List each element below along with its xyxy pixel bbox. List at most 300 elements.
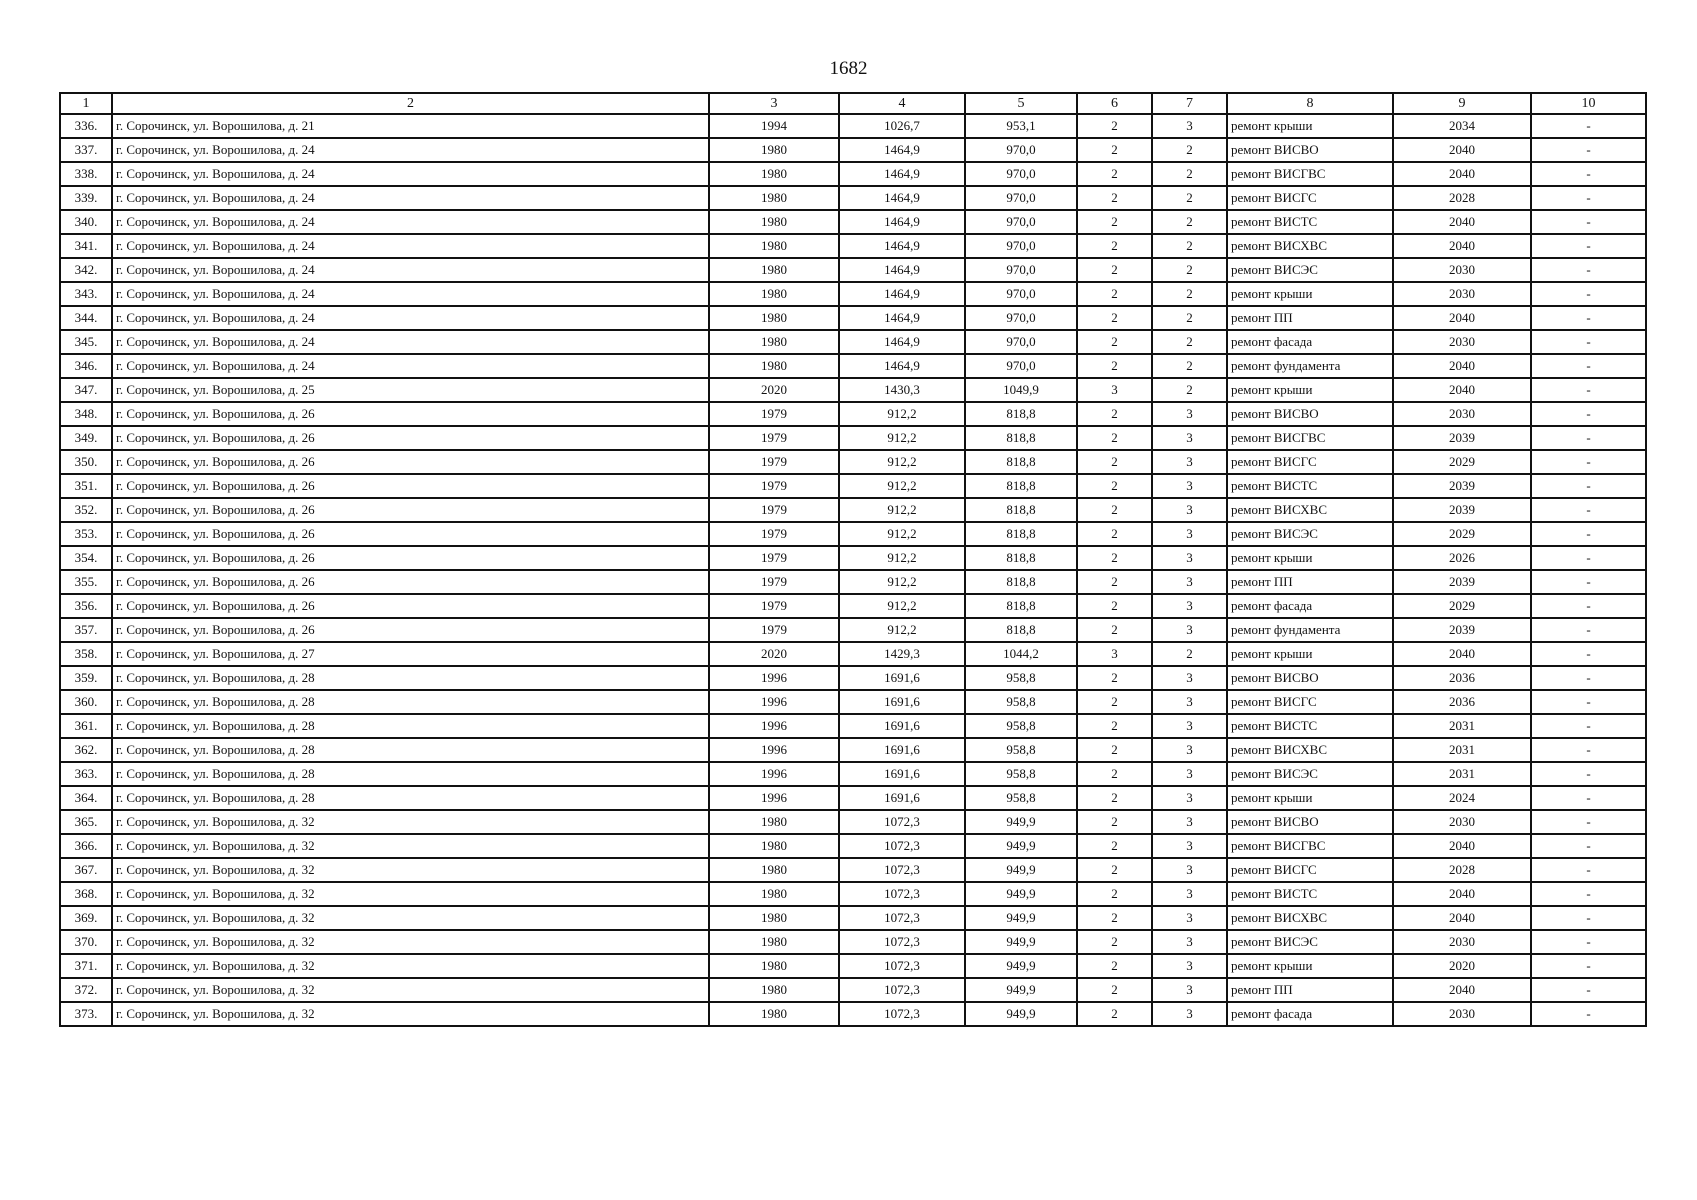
col7-cell: 3 xyxy=(1152,618,1227,642)
col10-cell: - xyxy=(1531,690,1646,714)
living-area-cell: 970,0 xyxy=(965,138,1077,162)
col6-cell: 3 xyxy=(1077,378,1152,402)
col10-cell: - xyxy=(1531,570,1646,594)
address-cell: г. Сорочинск, ул. Ворошилова, д. 26 xyxy=(112,450,709,474)
col7-cell: 2 xyxy=(1152,186,1227,210)
total-area-cell: 1464,9 xyxy=(839,234,965,258)
total-area-cell: 1464,9 xyxy=(839,282,965,306)
total-area-cell: 1072,3 xyxy=(839,1002,965,1026)
row-number-cell: 345. xyxy=(60,330,112,354)
column-header: 2 xyxy=(112,93,709,114)
living-area-cell: 818,8 xyxy=(965,546,1077,570)
total-area-cell: 1691,6 xyxy=(839,666,965,690)
page-number: 1682 xyxy=(829,58,868,79)
column-header: 7 xyxy=(1152,93,1227,114)
col10-cell: - xyxy=(1531,306,1646,330)
planned-year-cell: 2039 xyxy=(1393,618,1531,642)
year-cell: 1996 xyxy=(709,762,839,786)
table-row xyxy=(60,186,1646,210)
planned-year-cell: 2028 xyxy=(1393,858,1531,882)
col10-cell: - xyxy=(1531,330,1646,354)
total-area-cell: 1691,6 xyxy=(839,762,965,786)
table-row xyxy=(60,810,1646,834)
row-number-cell: 340. xyxy=(60,210,112,234)
col6-cell: 2 xyxy=(1077,186,1152,210)
col10-cell: - xyxy=(1531,738,1646,762)
col6-cell: 2 xyxy=(1077,426,1152,450)
total-area-cell: 912,2 xyxy=(839,450,965,474)
address-cell: г. Сорочинск, ул. Ворошилова, д. 24 xyxy=(112,282,709,306)
planned-year-cell: 2040 xyxy=(1393,834,1531,858)
address-cell: г. Сорочинск, ул. Ворошилова, д. 32 xyxy=(112,1002,709,1026)
work-type-cell: ремонт ВИСТС xyxy=(1227,210,1393,234)
total-area-cell: 1691,6 xyxy=(839,690,965,714)
living-area-cell: 970,0 xyxy=(965,354,1077,378)
table-row xyxy=(60,642,1646,666)
year-cell: 1980 xyxy=(709,330,839,354)
table-row xyxy=(60,210,1646,234)
address-cell: г. Сорочинск, ул. Ворошилова, д. 24 xyxy=(112,258,709,282)
col7-cell: 3 xyxy=(1152,906,1227,930)
planned-year-cell: 2040 xyxy=(1393,906,1531,930)
year-cell: 1980 xyxy=(709,954,839,978)
year-cell: 1980 xyxy=(709,354,839,378)
total-area-cell: 1691,6 xyxy=(839,738,965,762)
address-cell: г. Сорочинск, ул. Ворошилова, д. 26 xyxy=(112,570,709,594)
living-area-cell: 818,8 xyxy=(965,402,1077,426)
table-row xyxy=(60,618,1646,642)
total-area-cell: 912,2 xyxy=(839,522,965,546)
planned-year-cell: 2030 xyxy=(1393,330,1531,354)
living-area-cell: 818,8 xyxy=(965,618,1077,642)
col6-cell: 2 xyxy=(1077,234,1152,258)
year-cell: 1996 xyxy=(709,786,839,810)
col6-cell: 2 xyxy=(1077,690,1152,714)
col7-cell: 3 xyxy=(1152,858,1227,882)
col6-cell: 2 xyxy=(1077,930,1152,954)
work-type-cell: ремонт ВИСХВС xyxy=(1227,738,1393,762)
living-area-cell: 970,0 xyxy=(965,258,1077,282)
total-area-cell: 912,2 xyxy=(839,498,965,522)
table-row xyxy=(60,522,1646,546)
table-row xyxy=(60,738,1646,762)
work-type-cell: ремонт ВИСГВС xyxy=(1227,162,1393,186)
address-cell: г. Сорочинск, ул. Ворошилова, д. 25 xyxy=(112,378,709,402)
total-area-cell: 1429,3 xyxy=(839,642,965,666)
planned-year-cell: 2040 xyxy=(1393,378,1531,402)
row-number-cell: 346. xyxy=(60,354,112,378)
planned-year-cell: 2029 xyxy=(1393,594,1531,618)
work-type-cell: ремонт крыши xyxy=(1227,786,1393,810)
col10-cell: - xyxy=(1531,450,1646,474)
col7-cell: 2 xyxy=(1152,282,1227,306)
total-area-cell: 1464,9 xyxy=(839,258,965,282)
living-area-cell: 818,8 xyxy=(965,474,1077,498)
row-number-cell: 337. xyxy=(60,138,112,162)
row-number-cell: 347. xyxy=(60,378,112,402)
year-cell: 1980 xyxy=(709,306,839,330)
col6-cell: 2 xyxy=(1077,138,1152,162)
table-row xyxy=(60,162,1646,186)
work-type-cell: ремонт фасада xyxy=(1227,330,1393,354)
col10-cell: - xyxy=(1531,522,1646,546)
year-cell: 1996 xyxy=(709,666,839,690)
table-row xyxy=(60,474,1646,498)
col6-cell: 2 xyxy=(1077,762,1152,786)
col6-cell: 2 xyxy=(1077,714,1152,738)
year-cell: 1980 xyxy=(709,162,839,186)
living-area-cell: 953,1 xyxy=(965,114,1077,138)
living-area-cell: 970,0 xyxy=(965,282,1077,306)
living-area-cell: 1044,2 xyxy=(965,642,1077,666)
col6-cell: 2 xyxy=(1077,330,1152,354)
row-number-cell: 370. xyxy=(60,930,112,954)
work-type-cell: ремонт ВИСХВС xyxy=(1227,498,1393,522)
col7-cell: 3 xyxy=(1152,978,1227,1002)
total-area-cell: 1072,3 xyxy=(839,978,965,1002)
total-area-cell: 1464,9 xyxy=(839,186,965,210)
col10-cell: - xyxy=(1531,546,1646,570)
planned-year-cell: 2030 xyxy=(1393,258,1531,282)
total-area-cell: 912,2 xyxy=(839,594,965,618)
planned-year-cell: 2031 xyxy=(1393,762,1531,786)
col7-cell: 3 xyxy=(1152,546,1227,570)
total-area-cell: 1464,9 xyxy=(839,162,965,186)
address-cell: г. Сорочинск, ул. Ворошилова, д. 28 xyxy=(112,690,709,714)
work-type-cell: ремонт фасада xyxy=(1227,1002,1393,1026)
total-area-cell: 1464,9 xyxy=(839,354,965,378)
work-type-cell: ремонт ВИСТС xyxy=(1227,474,1393,498)
col7-cell: 3 xyxy=(1152,594,1227,618)
year-cell: 1996 xyxy=(709,714,839,738)
planned-year-cell: 2031 xyxy=(1393,738,1531,762)
year-cell: 1979 xyxy=(709,498,839,522)
address-cell: г. Сорочинск, ул. Ворошилова, д. 21 xyxy=(112,114,709,138)
planned-year-cell: 2040 xyxy=(1393,234,1531,258)
col10-cell: - xyxy=(1531,378,1646,402)
work-type-cell: ремонт ВИСХВС xyxy=(1227,234,1393,258)
col6-cell: 2 xyxy=(1077,402,1152,426)
col10-cell: - xyxy=(1531,498,1646,522)
header-row xyxy=(60,93,1646,114)
total-area-cell: 1026,7 xyxy=(839,114,965,138)
col10-cell: - xyxy=(1531,1002,1646,1026)
row-number-cell: 338. xyxy=(60,162,112,186)
total-area-cell: 912,2 xyxy=(839,546,965,570)
col10-cell: - xyxy=(1531,474,1646,498)
col6-cell: 2 xyxy=(1077,810,1152,834)
address-cell: г. Сорочинск, ул. Ворошилова, д. 28 xyxy=(112,762,709,786)
planned-year-cell: 2031 xyxy=(1393,714,1531,738)
col10-cell: - xyxy=(1531,666,1646,690)
planned-year-cell: 2040 xyxy=(1393,306,1531,330)
row-number-cell: 367. xyxy=(60,858,112,882)
address-cell: г. Сорочинск, ул. Ворошилова, д. 26 xyxy=(112,474,709,498)
work-type-cell: ремонт ВИСГС xyxy=(1227,858,1393,882)
table-row xyxy=(60,426,1646,450)
col10-cell: - xyxy=(1531,906,1646,930)
planned-year-cell: 2029 xyxy=(1393,450,1531,474)
planned-year-cell: 2040 xyxy=(1393,210,1531,234)
living-area-cell: 949,9 xyxy=(965,1002,1077,1026)
work-type-cell: ремонт фундамента xyxy=(1227,618,1393,642)
table-row xyxy=(60,498,1646,522)
planned-year-cell: 2030 xyxy=(1393,1002,1531,1026)
living-area-cell: 958,8 xyxy=(965,666,1077,690)
table-row xyxy=(60,594,1646,618)
address-cell: г. Сорочинск, ул. Ворошилова, д. 24 xyxy=(112,330,709,354)
living-area-cell: 970,0 xyxy=(965,306,1077,330)
col10-cell: - xyxy=(1531,930,1646,954)
row-number-cell: 361. xyxy=(60,714,112,738)
col6-cell: 2 xyxy=(1077,114,1152,138)
planned-year-cell: 2020 xyxy=(1393,954,1531,978)
living-area-cell: 949,9 xyxy=(965,858,1077,882)
planned-year-cell: 2040 xyxy=(1393,162,1531,186)
work-type-cell: ремонт крыши xyxy=(1227,546,1393,570)
col7-cell: 2 xyxy=(1152,354,1227,378)
address-cell: г. Сорочинск, ул. Ворошилова, д. 28 xyxy=(112,666,709,690)
col10-cell: - xyxy=(1531,210,1646,234)
total-area-cell: 1072,3 xyxy=(839,882,965,906)
row-number-cell: 343. xyxy=(60,282,112,306)
col10-cell: - xyxy=(1531,714,1646,738)
table-row xyxy=(60,930,1646,954)
planned-year-cell: 2040 xyxy=(1393,138,1531,162)
col7-cell: 2 xyxy=(1152,162,1227,186)
year-cell: 1980 xyxy=(709,234,839,258)
living-area-cell: 949,9 xyxy=(965,834,1077,858)
total-area-cell: 912,2 xyxy=(839,618,965,642)
col10-cell: - xyxy=(1531,786,1646,810)
address-cell: г. Сорочинск, ул. Ворошилова, д. 24 xyxy=(112,162,709,186)
living-area-cell: 958,8 xyxy=(965,738,1077,762)
row-number-cell: 369. xyxy=(60,906,112,930)
living-area-cell: 818,8 xyxy=(965,498,1077,522)
table-row xyxy=(60,234,1646,258)
address-cell: г. Сорочинск, ул. Ворошилова, д. 32 xyxy=(112,882,709,906)
col10-cell: - xyxy=(1531,762,1646,786)
row-number-cell: 357. xyxy=(60,618,112,642)
col7-cell: 2 xyxy=(1152,234,1227,258)
col7-cell: 3 xyxy=(1152,1002,1227,1026)
col7-cell: 3 xyxy=(1152,522,1227,546)
work-type-cell: ремонт ПП xyxy=(1227,978,1393,1002)
year-cell: 1996 xyxy=(709,690,839,714)
living-area-cell: 818,8 xyxy=(965,522,1077,546)
work-type-cell: ремонт ВИСВО xyxy=(1227,666,1393,690)
address-cell: г. Сорочинск, ул. Ворошилова, д. 28 xyxy=(112,738,709,762)
year-cell: 1980 xyxy=(709,1002,839,1026)
col6-cell: 2 xyxy=(1077,834,1152,858)
col10-cell: - xyxy=(1531,642,1646,666)
col7-cell: 3 xyxy=(1152,426,1227,450)
col7-cell: 3 xyxy=(1152,954,1227,978)
planned-year-cell: 2036 xyxy=(1393,666,1531,690)
living-area-cell: 818,8 xyxy=(965,450,1077,474)
address-cell: г. Сорочинск, ул. Ворошилова, д. 26 xyxy=(112,402,709,426)
address-cell: г. Сорочинск, ул. Ворошилова, д. 26 xyxy=(112,618,709,642)
address-cell: г. Сорочинск, ул. Ворошилова, д. 28 xyxy=(112,714,709,738)
col10-cell: - xyxy=(1531,282,1646,306)
row-number-cell: 336. xyxy=(60,114,112,138)
row-number-cell: 368. xyxy=(60,882,112,906)
row-number-cell: 342. xyxy=(60,258,112,282)
col6-cell: 2 xyxy=(1077,522,1152,546)
total-area-cell: 1464,9 xyxy=(839,306,965,330)
table-body xyxy=(60,114,1646,1026)
column-header: 5 xyxy=(965,93,1077,114)
address-cell: г. Сорочинск, ул. Ворошилова, д. 26 xyxy=(112,522,709,546)
living-area-cell: 970,0 xyxy=(965,186,1077,210)
table-row xyxy=(60,330,1646,354)
total-area-cell: 1691,6 xyxy=(839,786,965,810)
year-cell: 1980 xyxy=(709,906,839,930)
planned-year-cell: 2030 xyxy=(1393,930,1531,954)
column-header: 1 xyxy=(60,93,112,114)
col6-cell: 2 xyxy=(1077,498,1152,522)
planned-year-cell: 2040 xyxy=(1393,882,1531,906)
year-cell: 1980 xyxy=(709,834,839,858)
year-cell: 1979 xyxy=(709,402,839,426)
col10-cell: - xyxy=(1531,162,1646,186)
row-number-cell: 355. xyxy=(60,570,112,594)
col6-cell: 2 xyxy=(1077,1002,1152,1026)
col6-cell: 2 xyxy=(1077,162,1152,186)
row-number-cell: 362. xyxy=(60,738,112,762)
row-number-cell: 351. xyxy=(60,474,112,498)
work-type-cell: ремонт ВИСГВС xyxy=(1227,834,1393,858)
col7-cell: 2 xyxy=(1152,258,1227,282)
year-cell: 1979 xyxy=(709,618,839,642)
year-cell: 1980 xyxy=(709,858,839,882)
col10-cell: - xyxy=(1531,594,1646,618)
table-row xyxy=(60,714,1646,738)
table-row xyxy=(60,378,1646,402)
planned-year-cell: 2040 xyxy=(1393,642,1531,666)
col7-cell: 3 xyxy=(1152,714,1227,738)
table-row xyxy=(60,978,1646,1002)
col6-cell: 2 xyxy=(1077,858,1152,882)
work-type-cell: ремонт фундамента xyxy=(1227,354,1393,378)
living-area-cell: 949,9 xyxy=(965,882,1077,906)
address-cell: г. Сорочинск, ул. Ворошилова, д. 32 xyxy=(112,834,709,858)
col6-cell: 2 xyxy=(1077,906,1152,930)
address-cell: г. Сорочинск, ул. Ворошилова, д. 26 xyxy=(112,426,709,450)
work-type-cell: ремонт фасада xyxy=(1227,594,1393,618)
planned-year-cell: 2039 xyxy=(1393,498,1531,522)
col7-cell: 3 xyxy=(1152,666,1227,690)
col6-cell: 3 xyxy=(1077,642,1152,666)
col6-cell: 2 xyxy=(1077,450,1152,474)
total-area-cell: 1072,3 xyxy=(839,834,965,858)
planned-year-cell: 2026 xyxy=(1393,546,1531,570)
row-number-cell: 339. xyxy=(60,186,112,210)
year-cell: 1979 xyxy=(709,570,839,594)
row-number-cell: 349. xyxy=(60,426,112,450)
col6-cell: 2 xyxy=(1077,306,1152,330)
living-area-cell: 949,9 xyxy=(965,978,1077,1002)
col10-cell: - xyxy=(1531,354,1646,378)
row-number-cell: 360. xyxy=(60,690,112,714)
address-cell: г. Сорочинск, ул. Ворошилова, д. 28 xyxy=(112,786,709,810)
col7-cell: 3 xyxy=(1152,810,1227,834)
col7-cell: 3 xyxy=(1152,786,1227,810)
year-cell: 1979 xyxy=(709,594,839,618)
table-row xyxy=(60,114,1646,138)
year-cell: 1996 xyxy=(709,738,839,762)
living-area-cell: 958,8 xyxy=(965,690,1077,714)
col6-cell: 2 xyxy=(1077,666,1152,690)
work-type-cell: ремонт ВИСЭС xyxy=(1227,762,1393,786)
living-area-cell: 970,0 xyxy=(965,162,1077,186)
planned-year-cell: 2030 xyxy=(1393,402,1531,426)
year-cell: 2020 xyxy=(709,378,839,402)
row-number-cell: 350. xyxy=(60,450,112,474)
col10-cell: - xyxy=(1531,618,1646,642)
address-cell: г. Сорочинск, ул. Ворошилова, д. 32 xyxy=(112,954,709,978)
total-area-cell: 912,2 xyxy=(839,402,965,426)
col7-cell: 3 xyxy=(1152,738,1227,762)
table-row xyxy=(60,690,1646,714)
col10-cell: - xyxy=(1531,114,1646,138)
col7-cell: 2 xyxy=(1152,306,1227,330)
planned-year-cell: 2039 xyxy=(1393,474,1531,498)
total-area-cell: 1072,3 xyxy=(839,930,965,954)
year-cell: 2020 xyxy=(709,642,839,666)
planned-year-cell: 2039 xyxy=(1393,426,1531,450)
total-area-cell: 1072,3 xyxy=(839,954,965,978)
col7-cell: 3 xyxy=(1152,882,1227,906)
col7-cell: 3 xyxy=(1152,690,1227,714)
address-cell: г. Сорочинск, ул. Ворошилова, д. 32 xyxy=(112,978,709,1002)
table-row xyxy=(60,882,1646,906)
work-type-cell: ремонт ВИСЭС xyxy=(1227,258,1393,282)
total-area-cell: 1072,3 xyxy=(839,906,965,930)
address-cell: г. Сорочинск, ул. Ворошилова, д. 24 xyxy=(112,306,709,330)
work-type-cell: ремонт крыши xyxy=(1227,642,1393,666)
living-area-cell: 949,9 xyxy=(965,906,1077,930)
year-cell: 1979 xyxy=(709,546,839,570)
year-cell: 1980 xyxy=(709,930,839,954)
address-cell: г. Сорочинск, ул. Ворошилова, д. 27 xyxy=(112,642,709,666)
planned-year-cell: 2028 xyxy=(1393,186,1531,210)
address-cell: г. Сорочинск, ул. Ворошилова, д. 24 xyxy=(112,234,709,258)
table-row xyxy=(60,450,1646,474)
col7-cell: 3 xyxy=(1152,570,1227,594)
col6-cell: 2 xyxy=(1077,594,1152,618)
col7-cell: 2 xyxy=(1152,642,1227,666)
table-row xyxy=(60,786,1646,810)
total-area-cell: 1072,3 xyxy=(839,858,965,882)
total-area-cell: 912,2 xyxy=(839,474,965,498)
table-row xyxy=(60,834,1646,858)
year-cell: 1980 xyxy=(709,978,839,1002)
year-cell: 1979 xyxy=(709,450,839,474)
column-header: 9 xyxy=(1393,93,1531,114)
col10-cell: - xyxy=(1531,834,1646,858)
col6-cell: 2 xyxy=(1077,354,1152,378)
col6-cell: 2 xyxy=(1077,258,1152,282)
planned-year-cell: 2040 xyxy=(1393,354,1531,378)
col10-cell: - xyxy=(1531,426,1646,450)
column-header: 3 xyxy=(709,93,839,114)
address-cell: г. Сорочинск, ул. Ворошилова, д. 26 xyxy=(112,498,709,522)
col7-cell: 2 xyxy=(1152,378,1227,402)
row-number-cell: 372. xyxy=(60,978,112,1002)
table-row xyxy=(60,1002,1646,1026)
col10-cell: - xyxy=(1531,978,1646,1002)
